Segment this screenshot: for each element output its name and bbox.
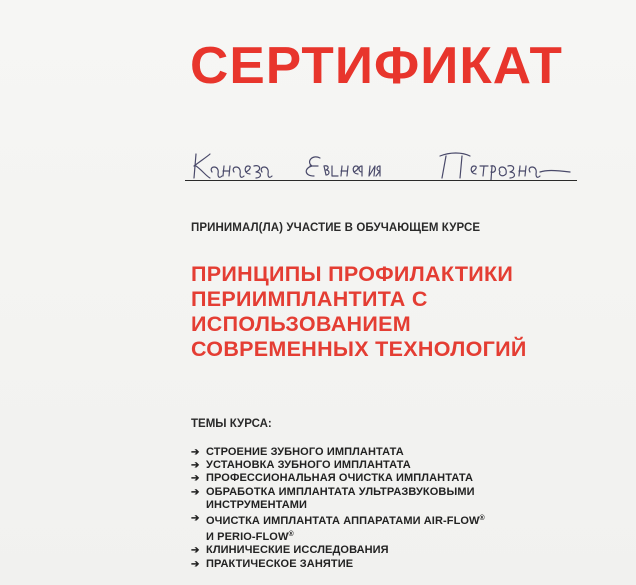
topic-item xyxy=(191,459,485,472)
topic-text: ПРАКТИЧЕСКОЕ ЗАНЯТИЕ xyxy=(206,557,354,570)
topic-item xyxy=(191,558,485,571)
topic-item xyxy=(191,486,485,512)
name-underline xyxy=(185,180,577,181)
certificate-title: СЕРТИФИКАТ xyxy=(190,37,563,95)
topic-text: ОЧИСТКА ИМПЛАНТАТА АППАРАТАМИ AIR-FLOW xyxy=(206,515,480,528)
topic-text-continued: ИНСТРУМЕНТАМИ xyxy=(206,498,308,511)
topic-text: СТРОЕНИЕ ЗУБНОГО ИМПЛАНТАТА xyxy=(206,446,404,458)
topic-item xyxy=(191,472,485,485)
topic-item xyxy=(191,512,485,544)
topic-text-continued xyxy=(206,528,485,544)
arrow-icon: ➔ xyxy=(191,473,200,485)
arrow-icon: ➔ xyxy=(191,513,200,525)
course-title xyxy=(191,262,527,362)
course-title-line: ИСПОЛЬЗОВАНИЕМ xyxy=(191,312,411,336)
topic-text: КЛИНИЧЕСКИЕ ИССЛЕДОВАНИЯ xyxy=(206,544,389,557)
arrow-icon: ➔ xyxy=(191,486,200,498)
course-title-line: СОВРЕМЕННЫХ ТЕХНОЛОГИЙ xyxy=(191,337,527,361)
registered-mark: ® xyxy=(479,515,485,523)
course-title-line: ПЕРИИМПЛАНТИТА С xyxy=(191,287,428,311)
arrow-icon: ➔ xyxy=(191,460,200,472)
topics-list xyxy=(191,446,485,571)
topic-text: ПРОФЕССИОНАЛЬНАЯ ОЧИСТКА ИМПЛАНТАТА xyxy=(206,472,473,485)
topics-heading: ТЕМЫ КУРСА: xyxy=(191,418,272,430)
participation-statement: ПРИНИМАЛ(ЛА) УЧАСТИЕ В ОБУЧАЮЩЕМ КУРСЕ xyxy=(191,222,481,234)
registered-mark: ® xyxy=(288,531,294,539)
arrow-icon: ➔ xyxy=(191,447,200,458)
topic-text-continued-label: И PERIO-FLOW xyxy=(206,531,289,544)
arrow-icon: ➔ xyxy=(191,558,200,570)
topic-item xyxy=(191,446,485,459)
arrow-icon: ➔ xyxy=(191,545,200,557)
topic-text: УСТАНОВКА ЗУБНОГО ИМПЛАНТАТА xyxy=(206,459,411,472)
course-title-line: ПРИНЦИПЫ ПРОФИЛАКТИКИ xyxy=(191,262,514,286)
topic-text: ОБРАБОТКА ИМПЛАНТАТА УЛЬТРАЗВУКОВЫМИ xyxy=(206,485,475,498)
topic-item xyxy=(191,544,485,557)
